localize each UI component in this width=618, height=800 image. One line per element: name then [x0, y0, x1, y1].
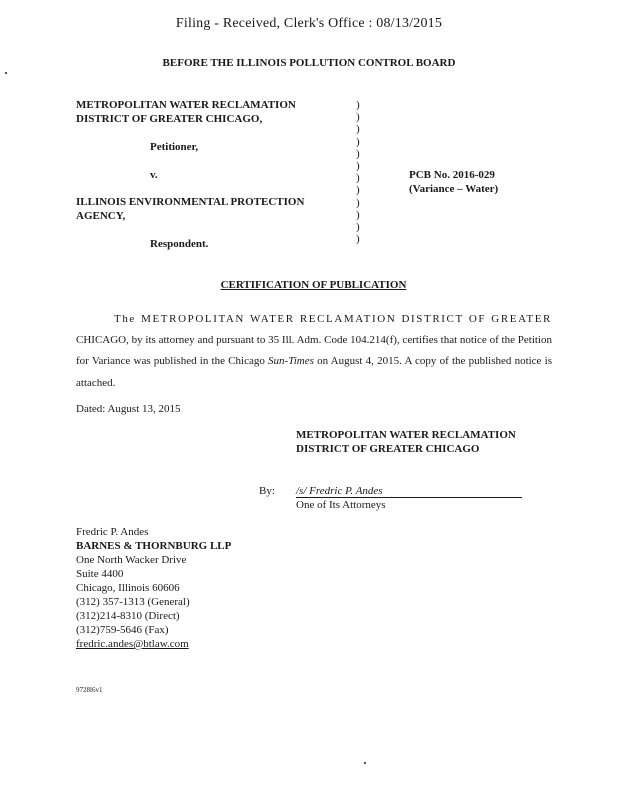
filing-stamp: Filing - Received, Clerk's Office : 08/13/2015: [175, 16, 443, 31]
contact-city: Chicago, Illinois 60606: [76, 582, 180, 594]
contact-phone-general: (312) 357-1313 (General): [76, 596, 190, 608]
contact-street: One North Wacker Drive: [76, 554, 187, 566]
certification-body: [76, 309, 552, 394]
contact-email-link[interactable]: fredric.andes@btlaw.com: [76, 638, 189, 650]
signature-role: One of Its Attorneys: [296, 499, 386, 511]
petitioner-role: Petitioner,: [150, 141, 199, 153]
case-number: PCB No. 2016-029: [409, 169, 495, 181]
scan-speck: [5, 72, 7, 74]
scan-speck: [364, 762, 366, 764]
contact-fax: (312)759-5646 (Fax): [76, 624, 169, 636]
body-part1: CHICAGO, by its attorney and pursuant to 35 Ill. Adm. Code 104.214(f), certifies that notice of the Petition for Variance was published in the Chicago: [76, 334, 552, 368]
signature-entity-line1: METROPOLITAN WATER RECLAMATION: [296, 429, 516, 441]
signature-entity-line2: DISTRICT OF GREATER CHICAGO: [296, 443, 480, 455]
contact-phone-direct: (312)214-8310 (Direct): [76, 610, 180, 622]
respondent-name-line2: AGENCY,: [76, 210, 126, 222]
certification-title: CERTIFICATION OF PUBLICATION: [220, 279, 407, 291]
body-first-line: The METROPOLITAN WATER RECLAMATION DISTRICT OF GREATER: [114, 313, 552, 325]
respondent-role: Respondent.: [150, 238, 209, 250]
publication-name: Sun-Times: [268, 355, 314, 368]
contact-suite: Suite 4400: [76, 568, 124, 580]
versus: v.: [150, 169, 158, 181]
contact-attorney: Fredric P. Andes: [76, 526, 149, 538]
by-label: By:: [259, 485, 275, 497]
contact-firm: BARNES & THORNBURG LLP: [76, 540, 232, 552]
petitioner-name-line2: DISTRICT OF GREATER CHICAGO,: [76, 113, 263, 125]
petitioner-name-line1: METROPOLITAN WATER RECLAMATION: [76, 99, 296, 111]
case-type: (Variance – Water): [409, 183, 499, 195]
board-heading: BEFORE THE ILLINOIS POLLUTION CONTROL BOARD: [162, 57, 456, 69]
body-part2: on August 4, 2015. A copy of the published notice is attached.: [76, 355, 552, 389]
contact-block: [76, 525, 231, 651]
caption-parentheses: ) ) ) ) ) ) ) ) ) ) ) ): [356, 99, 360, 246]
dated-line: Dated: August 13, 2015: [76, 403, 181, 415]
signature-entity: [296, 428, 516, 456]
respondent-name-line1: ILLINOIS ENVIRONMENTAL PROTECTION: [76, 196, 305, 208]
document-id: 9728l6v1: [76, 686, 103, 694]
signature-line: /s/ Fredric P. Andes: [296, 485, 522, 498]
